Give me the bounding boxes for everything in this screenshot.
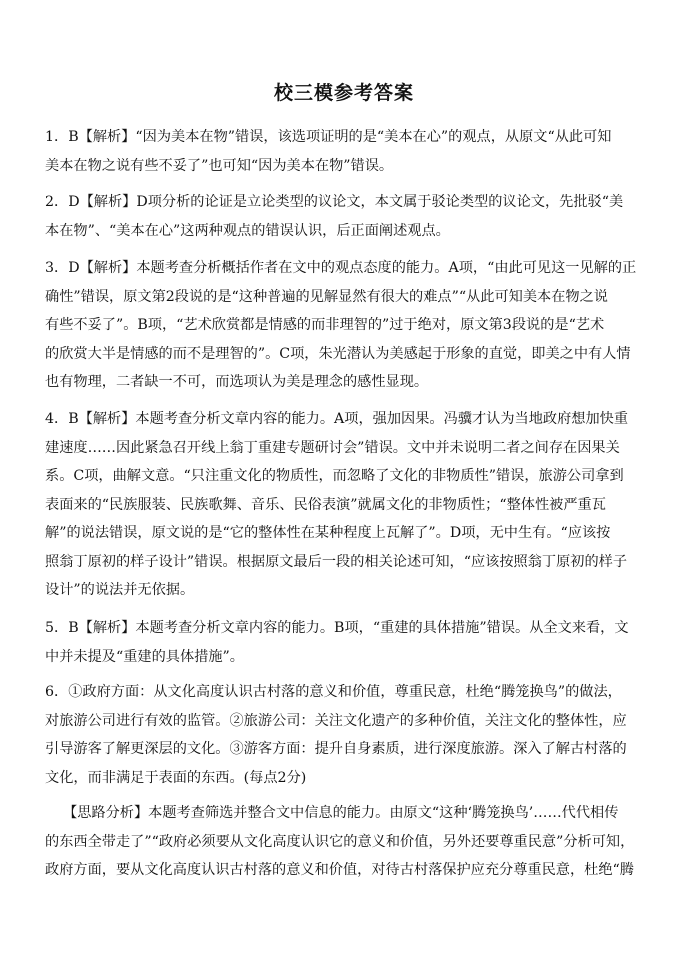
text-line: 建速度……因此紧急召开线上翁丁重建专题研讨会”错误。文中并未说明二者之间存在因果关 [45,439,620,456]
text-line: 5．B【解析】本题考查分析文章内容的能力。B项，“重建的具体措施”错误。从全文来看，文 [45,620,629,636]
text-line: 1．B【解析】“因为美本在物”错误，该选项证明的是“美本在心”的观点，从原文“从此可知 [45,129,612,145]
answer-3 [45,254,655,397]
page-title: 校三模参考答案 [273,82,414,104]
text-line: 本在物”、“美本在心”这两种观点的错误认识，后正面阐述观点。 [45,222,450,239]
text-line: 有些不妥了”。B项，“艺术欣赏都是情感的而非理智的”过于绝对，原文第3段说的是“艺术 [45,317,605,333]
text-line: 3．D【解析】本题考查分析概括作者在文中的观点态度的能力。A项，“由此可见这一见解的正 [45,260,637,276]
text-line: 【思路分析】本题考查筛选并整合文中信息的能力。由原文“这种‘腾笼换鸟’……代代相传 [63,805,619,821]
text-line: 中并未提及“重建的具体措施”。 [45,648,244,665]
answer-1 [45,123,655,180]
answer-6 [45,678,655,792]
analysis-paragraph [45,799,655,885]
text-line: 2．D【解析】D项分析的论证是立论类型的议论文，本文属于驳论类型的议论文，先批驳“美 [45,194,624,210]
text-line: 表面来的“民族服装、民族歌舞、音乐、民俗表演”就属文化的非物质性；“整体性被严重瓦 [45,496,606,513]
text-line: 也有物理，二者缺一不可，而选项认为美是理念的感性显现。 [45,374,429,390]
text-line: 确性”错误，原文第2段说的是“这种普遍的见解显然有很大的难点”“从此可知美本在物之说 [45,288,608,305]
text-line: 系。C项，曲解文意。“只注重文化的物质性，而忽略了文化的非物质性”错误，旅游公司拿到 [45,468,624,484]
answer-5 [45,614,655,671]
answer-2 [45,188,655,245]
text-line: 照翁丁原初的样子设计”错误。根据原文最后一段的相关论述可知，“应该按照翁丁原初的样子 [45,553,628,570]
text-line: 政府方面，要从文化高度认识古村落的意义和价值，对待古村落保护应充分尊重民意，杜绝“腾 [45,862,634,878]
text-line: 解”的说法错误，原文说的是“它的整体性在某种程度上瓦解了”。D项，无中生有。“应该按 [45,525,611,541]
text-line: 6．①政府方面：从文化高度认识古村落的意义和价值，尊重民意，杜绝“腾笼换鸟”的做法， [45,684,622,700]
text-line: 对旅游公司进行有效的监管。②旅游公司：关注文化遗产的多种价值，关注文化的整体性，应 [45,712,627,729]
text-line: 的欣赏大半是情感的而不是理智的”。C项，朱光潜认为美感起于形象的直觉，即美之中有人情 [45,345,631,362]
text-line: 设计”的说法并无依据。 [45,582,195,598]
text-line: 4．B【解析】本题考查分析文章内容的能力。A项，强加因果。冯骥才认为当地政府想加快重 [45,411,629,427]
text-line: 文化，而非满足于表面的东西。(每点2分) [45,769,307,786]
text-line: 引导游客了解更深层的文化。③游客方面：提升自身素质，进行深度旅游。深入了解古村落的 [45,741,627,757]
text-line: 的东西全带走了”“政府必须要从文化高度认识它的意义和价值，另外还要尊重民意”分析可知， [45,833,635,850]
text-line: 美本在物之说有些不妥了”也可知“因为美本在物”错误。 [45,157,394,174]
answer-4 [45,405,655,605]
